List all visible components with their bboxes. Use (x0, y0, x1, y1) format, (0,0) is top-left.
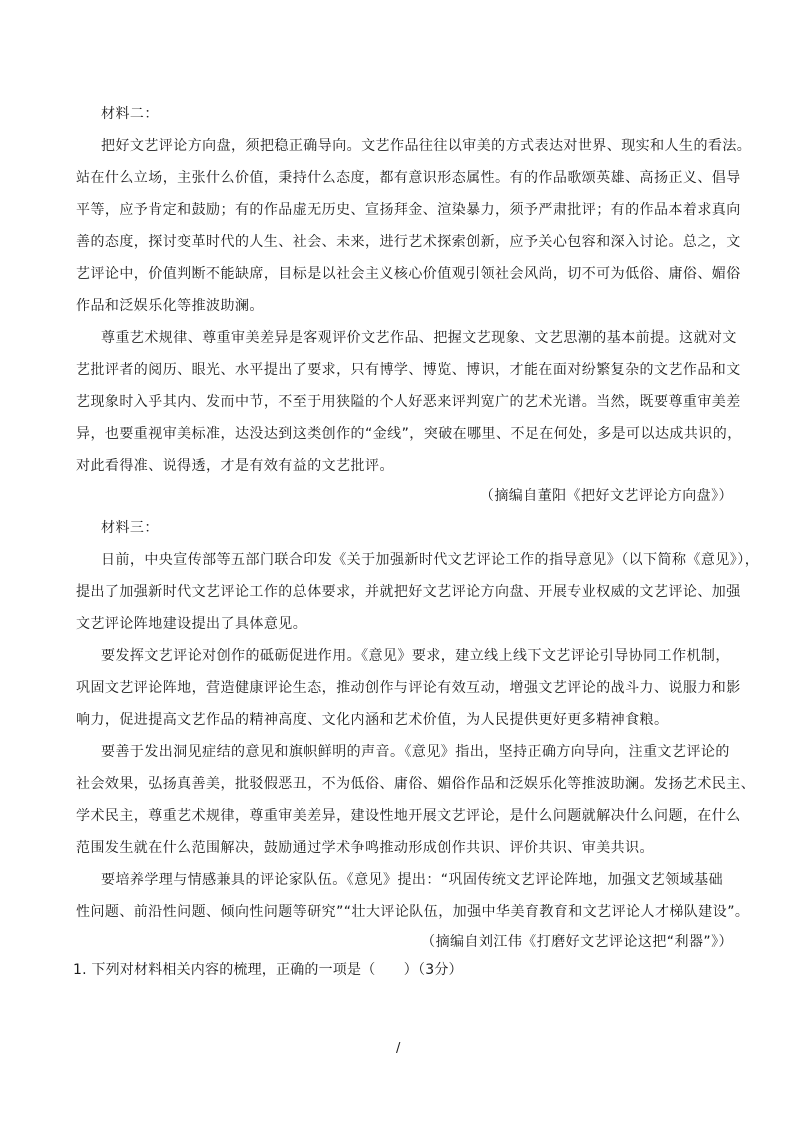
material2-paragraph1-line: 作品和泛娱乐化等推波助澜。 (76, 298, 264, 314)
material2-paragraph1-line: 站在什么立场，主张什么价值，秉持什么态度，都有意识形态属性。有的作品歌颂英雄、高扬正义、倡导 (76, 170, 741, 186)
material3-paragraph2-line: 响力，促进提高文艺作品的精神高度、文化内涵和艺术价值，为人民提供更好更多精神食粮。 (76, 712, 669, 728)
material3-paragraph3-line: 学术民主，尊重艺术规律，尊重审美差异，建设性地开展文艺评论，是什么问题就解决什么问题，在什么 (76, 808, 741, 824)
material3-paragraph4-line: 要培养学理与情感兼具的评论家队伍。《意见》提出：“巩固传统文艺评论阵地，加强文艺领域基础 (101, 872, 724, 888)
material2-paragraph1-line: 善的态度，探讨变革时代的人生、社会、未来，进行艺术探索创新，应予关心包容和深入讨论。总之，文 (76, 234, 741, 250)
material2-paragraph2-line: 异，也要重视审美标准，达没达到这类创作的“金线”，突破在哪里、不足在何处，多是可以达成共识的， (76, 426, 742, 442)
material3-paragraph4-line: 性问题、前沿性问题、倾向性问题等研究”“壮大评论队伍，加强中华美育教育和文艺评论人才梯队建设”。 (76, 904, 750, 920)
material3-source: （摘编自刘江伟《打磨好文艺评论这把“利器”》） (421, 934, 733, 950)
material2-paragraph1-line: 艺评论中，价值判断不能缺席，目标是以社会主义核心价值观引领社会风尚，切不可为低俗、庸俗、媚俗 (76, 266, 741, 282)
question-1: 1. 下列对材料相关内容的梳理，正确的一项是（ ）（3分） (73, 962, 463, 978)
material2-paragraph2-line: 对此看得准、说得透，才是有效有益的文艺批评。 (76, 458, 394, 474)
material3-paragraph3-line: 社会效果，弘扬真善美，批驳假恶丑，不为低俗、庸俗、媚俗作品和泛娱乐化等推波助澜。发扬艺术民主、 (76, 776, 756, 792)
material2-paragraph2-line: 尊重艺术规律、尊重审美差异是客观评价文艺作品、把握文艺现象、文艺思潮的基本前提。这就对文 (101, 330, 737, 346)
page-number: / (396, 1041, 401, 1056)
material2-paragraph2-line: 艺批评者的阅历、眼光、水平提出了要求，只有博学、博览、博识，才能在面对纷繁复杂的文艺作品和文 (76, 362, 741, 378)
material3-paragraph3-line: 范围发生就在什么范围解决，鼓励通过学术争鸣推动形成创作共识、评价共识、审美共识。 (76, 840, 654, 856)
material3-paragraph2-line: 要发挥文艺评论对创作的砥砺促进作用。《意见》要求，建立线上线下文艺评论引导协同工作机制， (101, 648, 730, 664)
material2-heading: 材料二： (101, 106, 159, 122)
material2-paragraph2-line: 艺现象时入乎其内、发而中节，不至于用狭隘的个人好恶来评判宽广的艺术光谱。当然，既要尊重审美差 (76, 394, 741, 410)
material2-paragraph1-line: 把好文艺评论方向盘，须把稳正确导向。文艺作品往往以审美的方式表达对世界、现实和人生的看法。 (101, 138, 752, 154)
material3-heading: 材料三： (101, 520, 159, 536)
material3-paragraph1-line: 日前，中央宣传部等五部门联合印发《关于加强新时代文艺评论工作的指导意见》（以下简称《意见》）， (101, 552, 760, 568)
material3-paragraph1-line: 文艺评论阵地建设提出了具体意见。 (76, 616, 308, 632)
material2-source: （摘编自董阳《把好文艺评论方向盘》） (479, 488, 733, 504)
material3-paragraph1-line: 提出了加强新时代文艺评论工作的总体要求，并就把好文艺评论方向盘、开展专业权威的文艺评论、加强 (76, 584, 741, 600)
material3-paragraph2-line: 巩固文艺评论阵地，营造健康评论生态，推动创作与评论有效互动，增强文艺评论的战斗力、说服力和影 (76, 680, 741, 696)
material3-paragraph3-line: 要善于发出洞见症结的意见和旗帜鲜明的声音。《意见》指出，坚持正确方向导向，注重文艺评论的 (101, 744, 730, 760)
material2-paragraph1-line: 平等，应予肯定和鼓励；有的作品虚无历史、宣扬拜金、渲染暴力，须予严肃批评；有的作品本着求真向 (76, 202, 741, 218)
